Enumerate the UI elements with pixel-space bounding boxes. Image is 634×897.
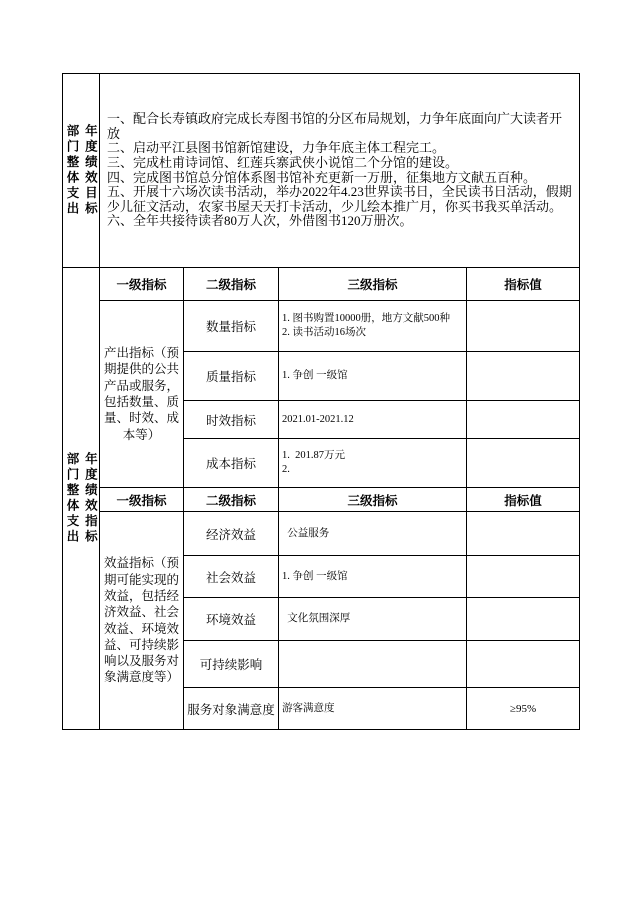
timeliness-indicator-detail (279, 401, 467, 439)
satisfaction-value: ≥95% (467, 688, 580, 730)
goal-label-column-right: 年度绩效目标 (83, 124, 98, 217)
table-row-quantity (63, 301, 580, 352)
quantity-detail-line-1: 1. 图书购置10000册，地方文献500种 (282, 313, 450, 324)
timeliness-detail-line-1: 2021.01-2021.12 (282, 413, 354, 425)
economic-benefit-value (467, 512, 580, 556)
indicator-label-column-right: 年度绩效指标 (83, 452, 98, 545)
cost-detail-line-1: 1. 201.87万元 (282, 450, 345, 461)
social-detail-line-1: 1. 争创 一级馆 (282, 570, 348, 582)
cost-detail-line-2: 2. (282, 464, 290, 475)
sustainability-detail (279, 641, 467, 688)
quantity-indicator-label: 数量指标 (184, 301, 279, 352)
cost-indicator-label: 成本指标 (184, 439, 279, 488)
cost-indicator-value (467, 439, 580, 488)
output-header-row (63, 268, 580, 301)
indicator-label-column-left: 部门整体支出 (65, 452, 79, 545)
performance-table (62, 73, 580, 730)
goal-label-column-left: 部门整体支出 (65, 124, 79, 217)
goal-item-6: 六、全年共接待读者80万人次，外借图书120万册次。 (107, 213, 413, 229)
timeliness-indicator-value (467, 401, 580, 439)
quantity-detail-line-2: 2. 读书活动16场次 (282, 327, 366, 338)
goal-item-3: 三、完成杜甫诗词馆、红莲兵寨武侠小说馆二个分馆的建设。 (107, 154, 459, 170)
output-header-level2: 二级指标 (184, 268, 279, 301)
table-row-economic (63, 512, 580, 556)
sustainability-value (467, 641, 580, 688)
environmental-detail-line-1: 文化氛围深厚 (282, 613, 351, 624)
cost-indicator-detail (279, 439, 467, 488)
environmental-benefit-label: 环境效益 (184, 598, 279, 641)
quality-detail-line-1: 1. 争创 一级馆 (282, 370, 348, 381)
benefit-level1-cell: 效益指标（预期可能实现的效益，包括经济效益、社会效益、环境效益、可持续影响以及服务对象满意度等） (100, 512, 184, 730)
goal-row (63, 74, 580, 268)
social-benefit-label: 社会效益 (184, 556, 279, 598)
benefit-header-value: 指标值 (467, 488, 580, 512)
output-level1-cell: 产出指标（预期提供的公共产品或服务，包括数量、质量、时效、成本等） (100, 301, 184, 488)
satisfaction-label: 服务对象满意度 (184, 688, 279, 730)
satisfaction-detail-line-1: 游客满意度 (282, 702, 335, 714)
quality-indicator-label: 质量指标 (184, 352, 279, 401)
sustainability-label: 可持续影响 (184, 641, 279, 688)
benefit-header-level1: 一级指标 (100, 488, 184, 512)
goal-item-4: 四、完成图书馆总分馆体系图书馆补充更新一万册，征集地方文献五百种。 (107, 169, 537, 185)
environmental-benefit-value (467, 598, 580, 641)
benefit-header-row (63, 488, 580, 512)
quantity-indicator-detail (279, 301, 467, 352)
benefit-header-level3: 三级指标 (279, 488, 467, 512)
annual-goals-cell (100, 74, 580, 268)
goal-vertical-label (63, 124, 99, 217)
economic-benefit-label: 经济效益 (184, 512, 279, 556)
indicator-vertical-label (63, 452, 99, 545)
economic-benefit-detail (279, 512, 467, 556)
quantity-indicator-value (467, 301, 580, 352)
social-benefit-value (467, 556, 580, 598)
quality-indicator-detail (279, 352, 467, 401)
timeliness-indicator-label: 时效指标 (184, 401, 279, 439)
environmental-benefit-detail (279, 598, 467, 641)
goal-item-1: 一、配合长寿镇政府完成长寿图书馆的分区布局规划，力争年底面向广大读者开放 (107, 111, 563, 141)
goal-item-5: 五、开展十六场次读书活动，举办2022年4.23世界读书日，全民读书日活动，假期少儿征文活动，农家书屋天天打卡活动，少儿绘本推广月，你买书我买单活动。 (107, 184, 572, 214)
satisfaction-detail (279, 688, 467, 730)
benefit-header-level2: 二级指标 (184, 488, 279, 512)
quality-indicator-value (467, 352, 580, 401)
output-header-value: 指标值 (467, 268, 580, 301)
goal-item-2: 二、启动平江县图书馆新馆建设，力争年底主体工程完工。 (107, 140, 446, 156)
social-benefit-detail (279, 556, 467, 598)
indicator-section-label-cell (63, 268, 100, 730)
goal-section-label-cell (63, 74, 100, 268)
output-header-level1: 一级指标 (100, 268, 184, 301)
output-header-level3: 三级指标 (279, 268, 467, 301)
economic-detail-line-1: 公益服务 (282, 527, 330, 539)
